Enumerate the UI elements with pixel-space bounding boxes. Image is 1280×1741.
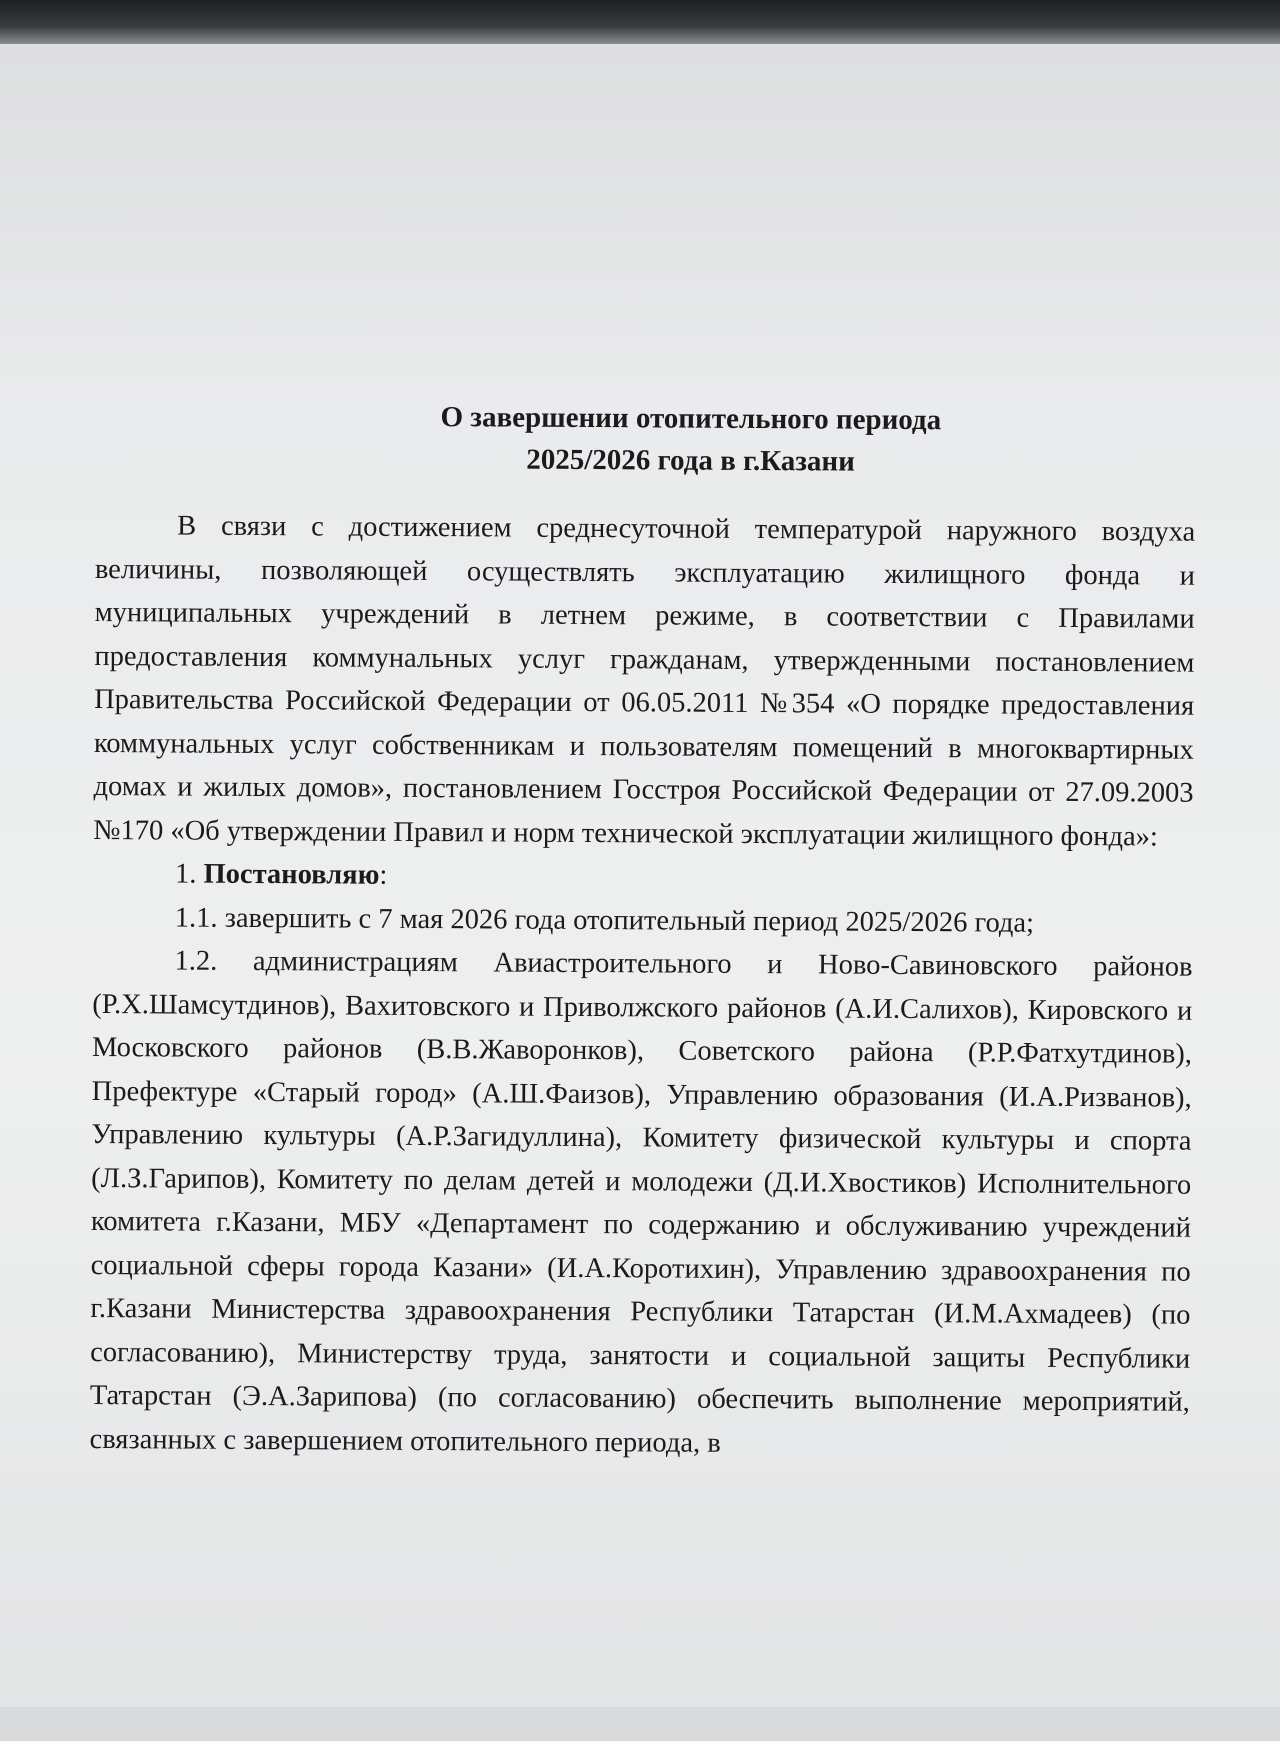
- decree-word: Постановляю: [203, 858, 380, 891]
- document-title: [95, 394, 1195, 485]
- clause-1-1: 1.1. завершить с 7 мая 2026 года отопительный период 2025/2026 года;: [174, 901, 1035, 939]
- title-line-2: 2025/2026 года в г.Казани: [526, 443, 856, 478]
- title-line-1: О завершении отопительного периода: [440, 401, 942, 437]
- document-viewer[interactable]: [0, 44, 1280, 1707]
- clause-1-2: 1.2. администрациям Авиастроительного и Ново-Савиновского районов (Р.Х.Шамсутдинов), Вахитовского и Приволжского районов (А.И.Салихов), Кировского и Московского районов (В.В.Жаворонков), Советского района (Р.Р.Фатхутдинов), Префектуре «Старый город» (А.Ш.Фаизов), Управлению образования (И.А.Ризванов), Управлению культуры (А.Р.Загидуллина), Комитету физической культуры и спорта (Л.З.Гарипов), Комитету по делам детей и молодежи (Д.И.Хвостиков) Исполнительного комитета г.Казани, МБУ «Департамент по содержанию и обслуживанию учреждений социальной сферы города Казани» (И.А.Коротихин), Управлению здравоохранения по г.Казани Министерства здравоохранения Республики Татарстан (И.М.Ахмадеев) (по согласованию), Министерству труда, занятости и социальной защиты Республики Татарстан (Э.А.Зарипова) (по согласованию) обеспечить выполнение мероприятий, связанных с завершением отопительного периода, в: [89, 945, 1193, 1459]
- decree-number: 1.: [174, 858, 197, 890]
- document-page: [88, 394, 1196, 1741]
- decree-colon: :: [379, 859, 388, 891]
- preamble-paragraph: В связи с достижением среднесуточной температурой наружного воздуха величины, позволяющей осуществлять эксплуатацию жилищного фонда и муниципальных учреждений в летнем режиме, в соответствии с Правилами предоставления коммунальных услуг гражданам, утвержденными постановлением Правительства Российской Федерации от 06.05.2011 №354 «О порядке предоставления коммунальных услуг собственникам и пользователям помещений в многоквартирных домах и жилых домов», постановлением Госстроя Российской Федерации от 27.09.2003 №170 «Об утверждении Правил и норм технической эксплуатации жилищного фонда»:: [93, 510, 1196, 852]
- decree-heading: [93, 852, 1193, 902]
- monitor-bezel: [0, 0, 1280, 48]
